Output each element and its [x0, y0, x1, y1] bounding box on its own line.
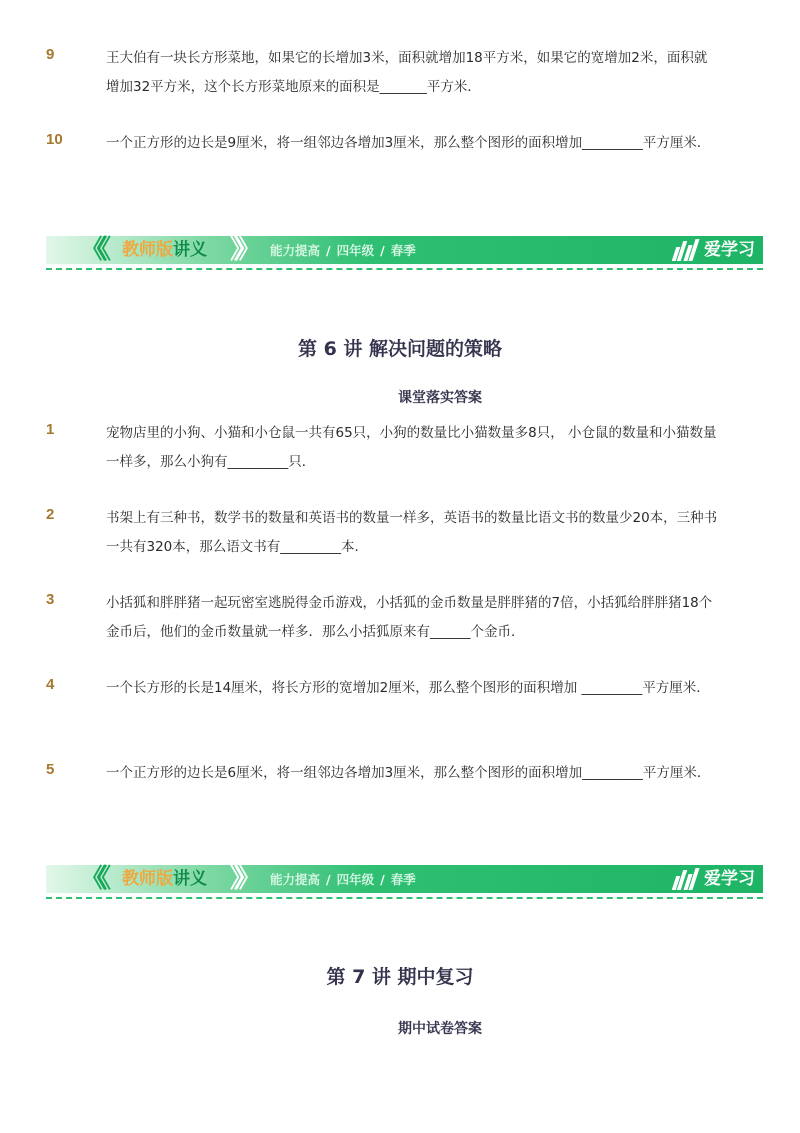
chevron-left-icon: 《《 [80, 864, 104, 894]
brand-logo: 爱学习 [674, 238, 755, 262]
section-title: 期中试卷答案 [398, 1021, 482, 1037]
banner-subtitle: 能力提高 / 四年级 / 春季 [270, 243, 416, 258]
lecture-title: 第 7 讲 期中复习 [326, 966, 474, 988]
question-text: 书架上有三种书，数学书的数量和英语书的数量一样多，英语书的数量比语文书的数量少20本，三种书一共有320本，那么语文书有_________本． [106, 510, 718, 555]
header-banner [46, 865, 763, 893]
question-number: 3 [46, 591, 55, 608]
question-text: 一个正方形的边长是6厘米，将一组邻边各增加3厘米，那么整个图形的面积增加_________平方厘米． [106, 765, 711, 781]
chevron-left-icon: 《《 [80, 235, 104, 265]
logo-bars-icon [674, 239, 698, 261]
question-text: 一个正方形的边长是9厘米，将一组邻边各增加3厘米，那么整个图形的面积增加_________平方厘米． [106, 135, 711, 151]
header-banner [46, 236, 763, 264]
question-number: 9 [46, 46, 55, 63]
question-text: 一个长方形的长是14厘米，将长方形的宽增加2厘米，那么整个图形的面积增加 _________平方厘米． [106, 680, 710, 696]
question-number: 10 [46, 131, 63, 148]
question-number: 5 [46, 761, 55, 778]
question-text: 王大伯有一块长方形菜地，如果它的长增加3米，面积就增加18平方米，如果它的宽增加2米，面积就增加32平方米，这个长方形菜地原来的面积是_______平方米． [106, 50, 708, 95]
logo-bars-icon [674, 868, 698, 890]
question-text: 宠物店里的小狗、小猫和小仓鼠一共有65只，小狗的数量比小猫数量多8只， 小仓鼠的数量和小猫数量一样多，那么小狗有_________只． [106, 425, 717, 470]
banner-subtitle: 能力提高 / 四年级 / 春季 [270, 872, 416, 887]
question-text: 小括狐和胖胖猪一起玩密室逃脱得金币游戏，小括狐的金币数量是胖胖猪的7倍，小括狐给胖胖猪18个金币后，他们的金币数量就一样多．那么小括狐原来有______个金币． [106, 595, 713, 640]
banner-title: 教师版讲义 [122, 869, 207, 889]
lecture-title: 第 6 讲 解决问题的策略 [297, 338, 503, 360]
banner-divider [46, 897, 763, 899]
chevron-right-icon: 》》 [230, 235, 254, 265]
section-title: 课堂落实答案 [398, 390, 482, 406]
question-number: 4 [46, 676, 55, 693]
banner-divider [46, 268, 763, 270]
question-number: 2 [46, 506, 55, 523]
question-number: 1 [46, 421, 55, 438]
brand-logo: 爱学习 [674, 867, 755, 891]
banner-title: 教师版讲义 [122, 240, 207, 260]
chevron-right-icon: 》》 [230, 864, 254, 894]
